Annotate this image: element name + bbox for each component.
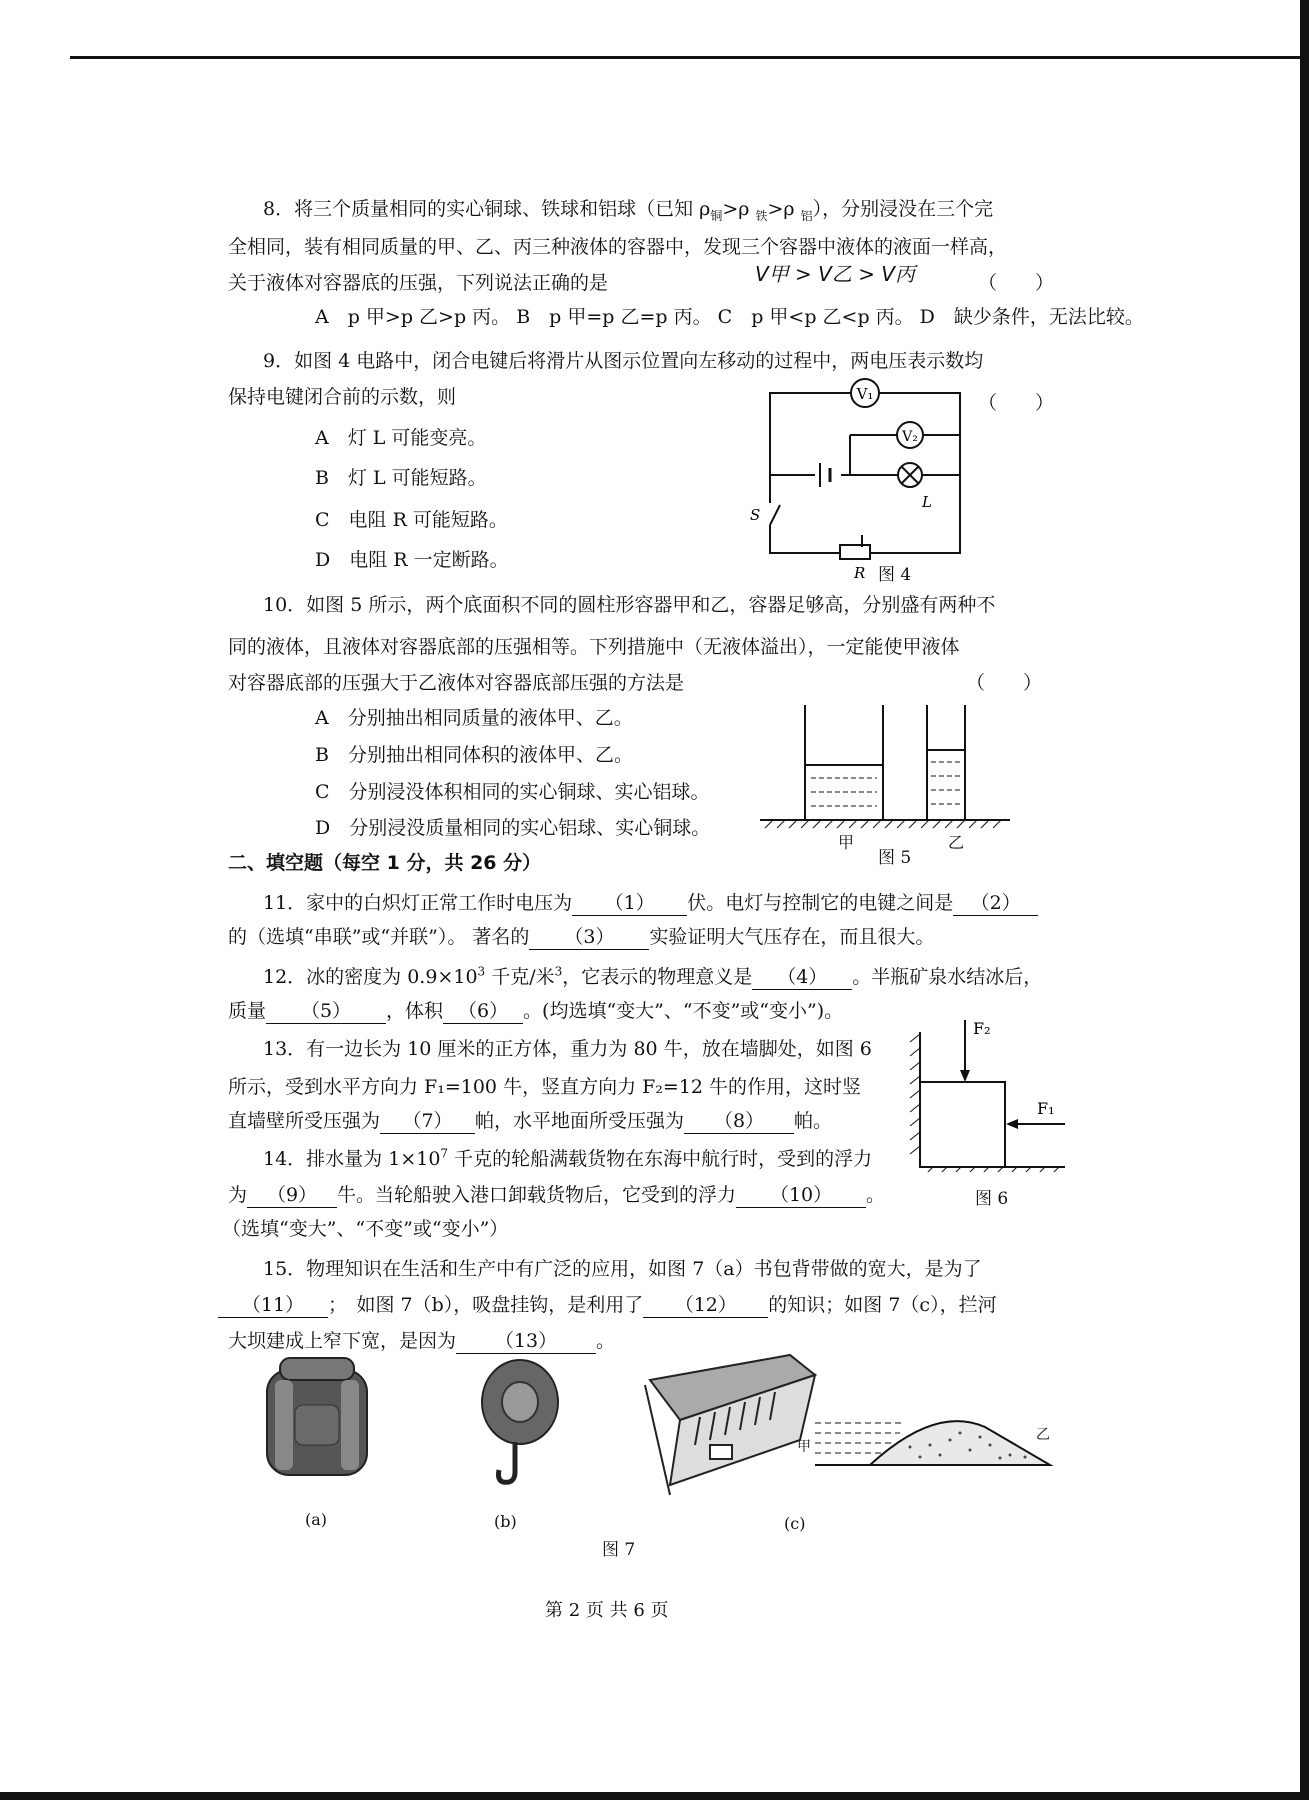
blank-11: （11） — [218, 1290, 328, 1318]
q10-line3: 对容器底部的压强大于乙液体对容器底部压强的方法是 — [228, 672, 685, 694]
q10-line2: 同的液体，且液体对容器底部的压强相等。下列措施中（无液体溢出），一定能使甲液体 — [228, 636, 960, 658]
q14-line1: 14．排水量为 $1\times 10^7$ 千克的轮船满载货物在东海中航行时，受到的浮力 — [263, 1146, 873, 1170]
scan-edge-bottom — [0, 1792, 1309, 1800]
rheostat-label: R — [854, 564, 866, 582]
q10-option-d: D 分别浸没质量相同的实心铝球、实心铜球。 — [315, 817, 711, 839]
q9-option-c: C 电阻 R 可能短路。 — [315, 509, 508, 531]
force-f2-label: F₂ — [973, 1019, 991, 1038]
figure-5-caption: 图 5 — [878, 848, 912, 868]
q8-line3: 关于液体对容器底的压强，下列说法正确的是 — [228, 272, 609, 294]
scan-edge-right — [1300, 0, 1309, 1800]
figure-4-caption: 图 4 — [878, 565, 912, 585]
dam-photo — [640, 1345, 820, 1500]
q8-answer-paren: （ ） — [978, 272, 1055, 294]
page-number: 第 2 页 共 6 页 — [545, 1600, 669, 1621]
blank-8: （8） — [684, 1106, 794, 1134]
q8-options: A p 甲>p 乙>p 丙。 B p 甲=p 乙=p 丙。 C p 甲<p 乙<p 丙。 D 缺少条件，无法比较。 — [315, 306, 1144, 328]
voltmeter-v2-label: V₂ — [902, 429, 918, 445]
figure-7a-label: (a) — [305, 1510, 328, 1529]
figure-6-caption: 图 6 — [975, 1189, 1009, 1209]
blank-5: （5） — [266, 996, 386, 1024]
figure-6-block — [905, 1012, 1070, 1172]
q12-line1: 12．冰的密度为 $0.9\times 10^3$ 千克/米$^3$，它表示的物理意义是 （4） 。半瓶矿泉水结冰后， — [263, 962, 1042, 990]
blank-2: （2） — [953, 888, 1038, 916]
figure-7c-label: (c) — [784, 1514, 806, 1533]
q8-line2: 全相同，装有相同质量的甲、乙、丙三种液体的容器中，发现三个容器中液体的液面一样高， — [228, 236, 1008, 258]
rheostat-icon — [840, 545, 870, 559]
q10-option-b: B 分别抽出相同体积的液体甲、乙。 — [315, 744, 633, 766]
suction-hook-photo — [475, 1352, 565, 1492]
voltmeter-v1-label: V₁ — [856, 385, 874, 403]
figure-5-label-jia: 甲 — [838, 833, 855, 852]
backpack-photo — [255, 1350, 385, 1480]
q11-line1: 11．家中的白炽灯正常工作时电压为 （1） 伏。电灯与控制它的电键之间是 （2） — [263, 888, 1038, 916]
dam-label-yi: 乙 — [1036, 1427, 1050, 1443]
cube — [920, 1082, 1005, 1167]
blank-10: （10） — [736, 1180, 866, 1208]
q9-line1: 9．如图 4 电路中，闭合电键后将滑片从图示位置向左移动的过程中，两电压表示数均 — [263, 350, 984, 372]
q8-line1: 8．将三个质量相同的实心铜球、铁球和铝球（已知 $\rho_铜>\rho$ $_铁$>ρ $_铝$），分别浸没在三个完 — [263, 198, 994, 223]
section-2-title: 二、填空题（每空 1 分，共 26 分） — [228, 852, 542, 874]
q14-line2: 为 （9） 牛。当轮船驶入港口卸载货物后，它受到的浮力 （10） 。 — [228, 1180, 885, 1208]
q13-line3: 直墙壁所受压强为 （7） 帕，水平地面所受压强为 （8） 帕。 — [228, 1106, 832, 1134]
q14-line3: （选填“变大”、“不变”或“变小”） — [222, 1218, 509, 1240]
blank-9: （9） — [247, 1180, 337, 1208]
q12-line2: 质量 （5） ，体积 （6） 。(均选填“变大”、“不变”或“变小”)。 — [228, 996, 843, 1024]
q15-line2: （11） ； 如图 7（b），吸盘挂钩，是利用了 （12） 的知识；如图 7（c），拦河 — [218, 1290, 997, 1318]
blank-6: （6） — [443, 996, 523, 1024]
circuit-outer-loop — [770, 393, 960, 553]
blank-1: （1） — [572, 888, 687, 916]
lamp-label: L — [922, 493, 932, 511]
q9-option-d: D 电阻 R 一定断路。 — [315, 549, 509, 571]
q10-line1: 10．如图 5 所示，两个底面积不同的圆柱形容器甲和乙，容器足够高，分别盛有两种不 — [263, 594, 996, 616]
dam-label-jia: 甲 — [797, 1439, 811, 1455]
figure-4-circuit — [740, 375, 980, 585]
q10-option-c: C 分别浸没体积相同的实心铜球、实心铝球。 — [315, 781, 710, 803]
blank-13: （13） — [456, 1326, 596, 1354]
q13-line1: 13．有一边长为 10 厘米的正方体，重力为 80 牛，放在墙脚处，如图 6 — [263, 1038, 872, 1060]
q10-answer-paren: （ ） — [966, 672, 1043, 694]
q9-answer-paren: （ ） — [978, 392, 1055, 414]
q9-option-a: A 灯 L 可能变亮。 — [315, 427, 487, 449]
blank-3: （3） — [529, 922, 649, 950]
figure-7-caption: 图 7 — [602, 1540, 636, 1560]
q8-handwriting: V甲 > V乙 > V丙 — [755, 262, 915, 286]
q15-line3: 大坝建成上窄下宽，是因为 （13） 。 — [228, 1326, 615, 1354]
q11-line2: 的（选填“串联”或“并联”）。 著名的 （3） 实验证明大气压存在，而且很大。 — [228, 922, 934, 950]
figure-5-label-yi: 乙 — [948, 833, 965, 852]
switch-label: S — [750, 506, 761, 524]
dam-cross-section — [810, 1405, 1055, 1475]
blank-7: （7） — [380, 1106, 475, 1134]
force-f1-label: F₁ — [1037, 1099, 1055, 1118]
top-rule — [70, 56, 1309, 59]
q15-line1: 15．物理知识在生活和生产中有广泛的应用，如图 7（a）书包背带做的宽大，是为了 — [263, 1258, 982, 1280]
blank-12: （12） — [643, 1290, 768, 1318]
q10-option-a: A 分别抽出相同质量的液体甲、乙。 — [315, 707, 633, 729]
blank-4: （4） — [752, 962, 852, 990]
q9-option-b: B 灯 L 可能短路。 — [315, 467, 487, 489]
q9-line2: 保持电键闭合前的示数，则 — [228, 386, 457, 408]
q13-line2: 所示，受到水平方向力 F₁=100 牛，竖直方向力 F₂=12 牛的作用，这时竖 — [228, 1076, 862, 1098]
figure-5-containers — [755, 700, 1015, 830]
figure-7b-label: (b) — [494, 1512, 517, 1531]
